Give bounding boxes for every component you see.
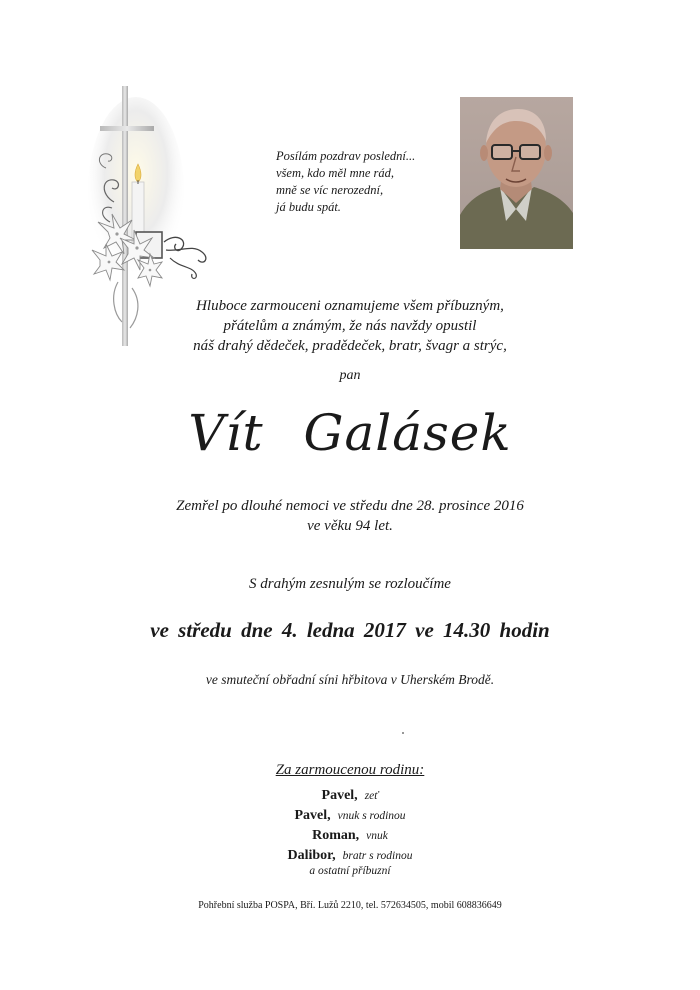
funeral-service-footer: Pohřební služba POSPA, Bří. Lužů 2210, tel. 572634505, mobil 608836649	[198, 900, 502, 911]
ceremony-place: ve smuteční obřadní síni hřbitova v Uherském Brodě.	[205, 672, 495, 687]
announcement-line: Hluboce zarmouceni oznamujeme všem příbuzným,	[196, 298, 504, 314]
announcement-text	[0, 296, 700, 356]
member-relation: bratr s rodinou	[342, 850, 413, 862]
announcement-line: přátelům a známým, že nás navždy opustil	[223, 318, 477, 334]
family-heading: Za zarmoucenou rodinu:	[275, 762, 425, 778]
poem-line: já budu spát.	[276, 200, 341, 214]
family-member	[0, 806, 700, 826]
portrait-photo	[460, 97, 573, 249]
poem-line: všem, kdo měl mne rád,	[276, 166, 395, 180]
member-relation: zeť	[364, 790, 379, 802]
member-name: Pavel,	[321, 788, 358, 803]
speck	[402, 732, 404, 734]
poem-line: Posílám pozdrav poslední...	[276, 149, 416, 163]
death-line: Zemřel po dlouhé nemoci ve středu dne 28. prosince 2016	[176, 498, 524, 514]
deceased-name	[0, 404, 700, 462]
announcement-line: náš drahý dědeček, pradědeček, bratr, švagr a strýc,	[193, 338, 507, 354]
member-relation: vnuk s rodinou	[337, 810, 406, 822]
ceremony-datetime: ve středu dne 4. ledna 2017 ve 14.30 hodin	[150, 618, 550, 642]
last-name: Galásek	[303, 404, 512, 462]
family-member	[0, 786, 700, 806]
family-member	[0, 826, 700, 846]
member-name: Dalibor,	[287, 848, 336, 863]
other-relatives: a ostatní příbuzní	[309, 865, 391, 877]
farewell-poem	[276, 148, 456, 216]
poem-line: mně se víc nerozední,	[276, 183, 384, 197]
farewell-line: S drahým zesnulým se rozloučíme	[249, 576, 451, 592]
death-info	[0, 496, 700, 536]
member-name: Roman,	[312, 828, 360, 843]
family-member	[0, 846, 700, 866]
first-name: Vít	[188, 404, 264, 462]
member-name: Pavel,	[294, 808, 331, 823]
salutation: pan	[339, 368, 361, 383]
member-relation: vnuk	[366, 830, 388, 842]
age-line: ve věku 94 let.	[307, 518, 393, 534]
